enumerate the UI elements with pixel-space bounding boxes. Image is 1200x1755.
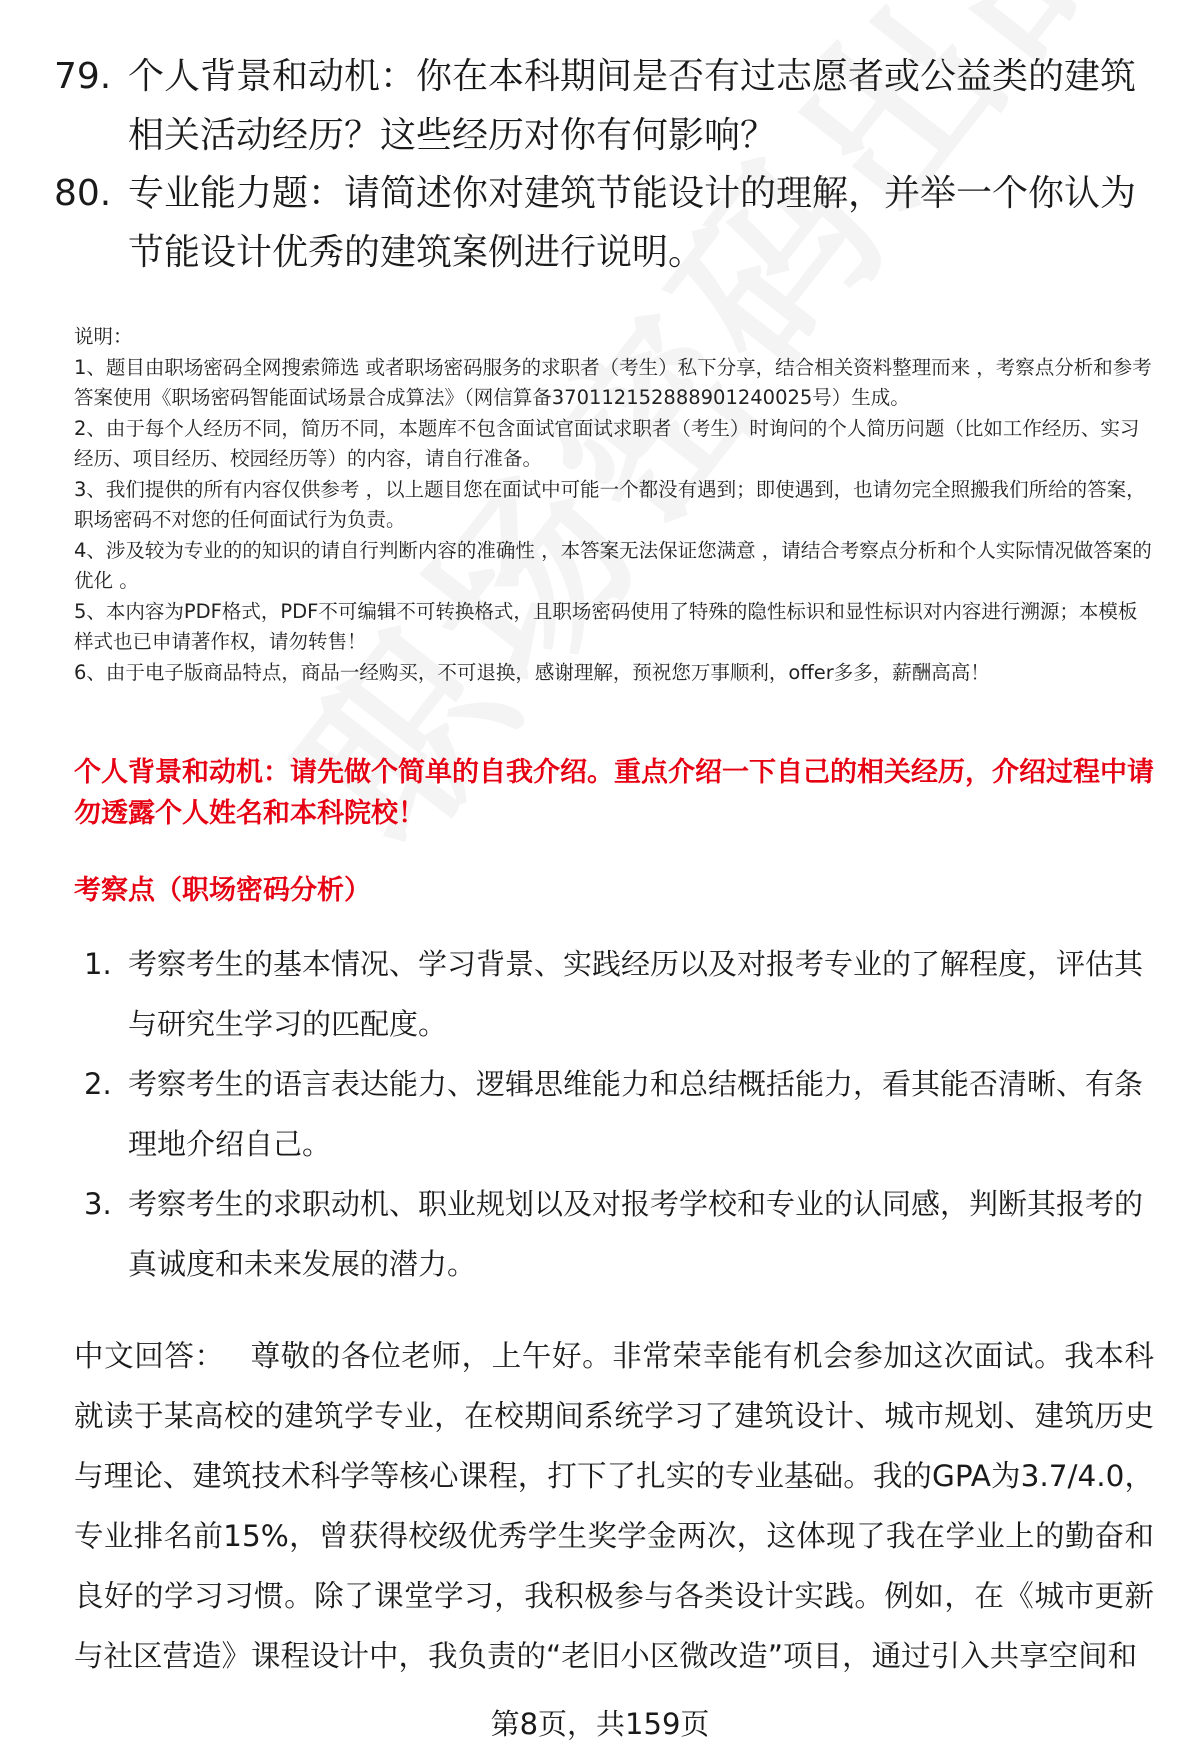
question-79	[54, 47, 1154, 165]
note-item: 3、我们提供的所有内容仅供参考 ，以上题目您在面试中可能一个都没有遇到；即使遇到，也请勿完全照搬我们所给的答案，职场密码不对您的任何面试行为负责。	[74, 477, 1146, 531]
note-item: 1、题目由职场密码全网搜索筛选 或者职场密码服务的求职者（考生）私下分享，结合相关资料整理而来 ，考察点分析和参考答案使用《职场密码智能面试场景合成算法》（网信算备370112152888901240025号）生成。	[74, 355, 1152, 409]
answer-text: 尊敬的各位老师，上午好。非常荣幸能有机会参加这次面试。我本科就读于某高校的建筑学专业，在校期间系统学习了建筑设计、城市规划、建筑历史与理论、建筑技术科学等核心课程，打下了扎实的专业基础。我的GPA为3.7/4.0，专业排名前15%，曾获得校级优秀学生奖学金两次，这体现了我在学业上的勤奋和良好的学习习惯。除了课堂学习，我积极参与各类设计实践。例如，在《城市更新与社区营造》课程设计中，我负责的“老旧小区微改造”项目，通过引入共享空间和	[74, 1339, 1154, 1673]
note-item: 6、由于电子版商品特点，商品一经购买，不可退换，感谢理解，预祝您万事顺利，offer多多，薪酬高高！	[74, 660, 990, 684]
answer-label: 中文回答：	[74, 1339, 225, 1373]
section-subtitle: 考察点（职场密码分析）	[74, 875, 371, 906]
notes-heading: 说明：	[74, 325, 133, 348]
question-number: 79.	[54, 56, 112, 97]
page-footer: 第8页，共159页	[490, 1707, 710, 1741]
point-text: 考察考生的语言表达能力、逻辑思维能力和总结概括能力，看其能否清晰、有条理地介绍自己。	[128, 1067, 1144, 1161]
note-item: 2、由于每个人经历不同，简历不同，本题库不包含面试官面试求职者（考生）时询问的个人简历问题（比如工作经历、实习经历、项目经历、校园经历等）的内容，请自行准备。	[74, 416, 1140, 470]
analysis-point	[84, 934, 1154, 1054]
question-text: 专业能力题：请简述你对建筑节能设计的理解，并举一个你认为节能设计优秀的建筑案例进行说明。	[128, 173, 1137, 273]
notes-block	[74, 322, 1154, 688]
point-text: 考察考生的基本情况、学习背景、实践经历以及对报考专业的了解程度，评估其与研究生学习的匹配度。	[128, 947, 1144, 1041]
point-number: 1.	[84, 947, 112, 981]
analysis-point	[84, 1174, 1154, 1294]
section-title: 个人背景和动机：请先做个简单的自我介绍。重点介绍一下自己的相关经历，介绍过程中请勿透露个人姓名和本科院校！	[74, 757, 1154, 829]
point-number: 3.	[84, 1187, 112, 1221]
question-number: 80.	[54, 173, 112, 214]
point-number: 2.	[84, 1067, 112, 1101]
analysis-points	[84, 934, 1154, 1294]
answer-paragraph	[74, 1326, 1154, 1686]
question-text: 个人背景和动机：你在本科期间是否有过志愿者或公益类的建筑相关活动经历？这些经历对你有何影响？	[128, 56, 1137, 156]
note-item: 4、涉及较为专业的的知识的请自行判断内容的准确性 ，本答案无法保证您满意 ，请结合考察点分析和个人实际情况做答案的优化 。	[74, 538, 1152, 592]
analysis-point	[84, 1054, 1154, 1174]
question-80	[54, 164, 1154, 282]
note-item: 5、本内容为PDF格式，PDF不可编辑不可转换格式，且职场密码使用了特殊的隐性标识和显性标识对内容进行溯源；本模板样式也已申请著作权，请勿转售！	[74, 599, 1138, 653]
point-text: 考察考生的求职动机、职业规划以及对报考学校和专业的认同感，判断其报考的真诚度和未来发展的潜力。	[128, 1187, 1144, 1281]
